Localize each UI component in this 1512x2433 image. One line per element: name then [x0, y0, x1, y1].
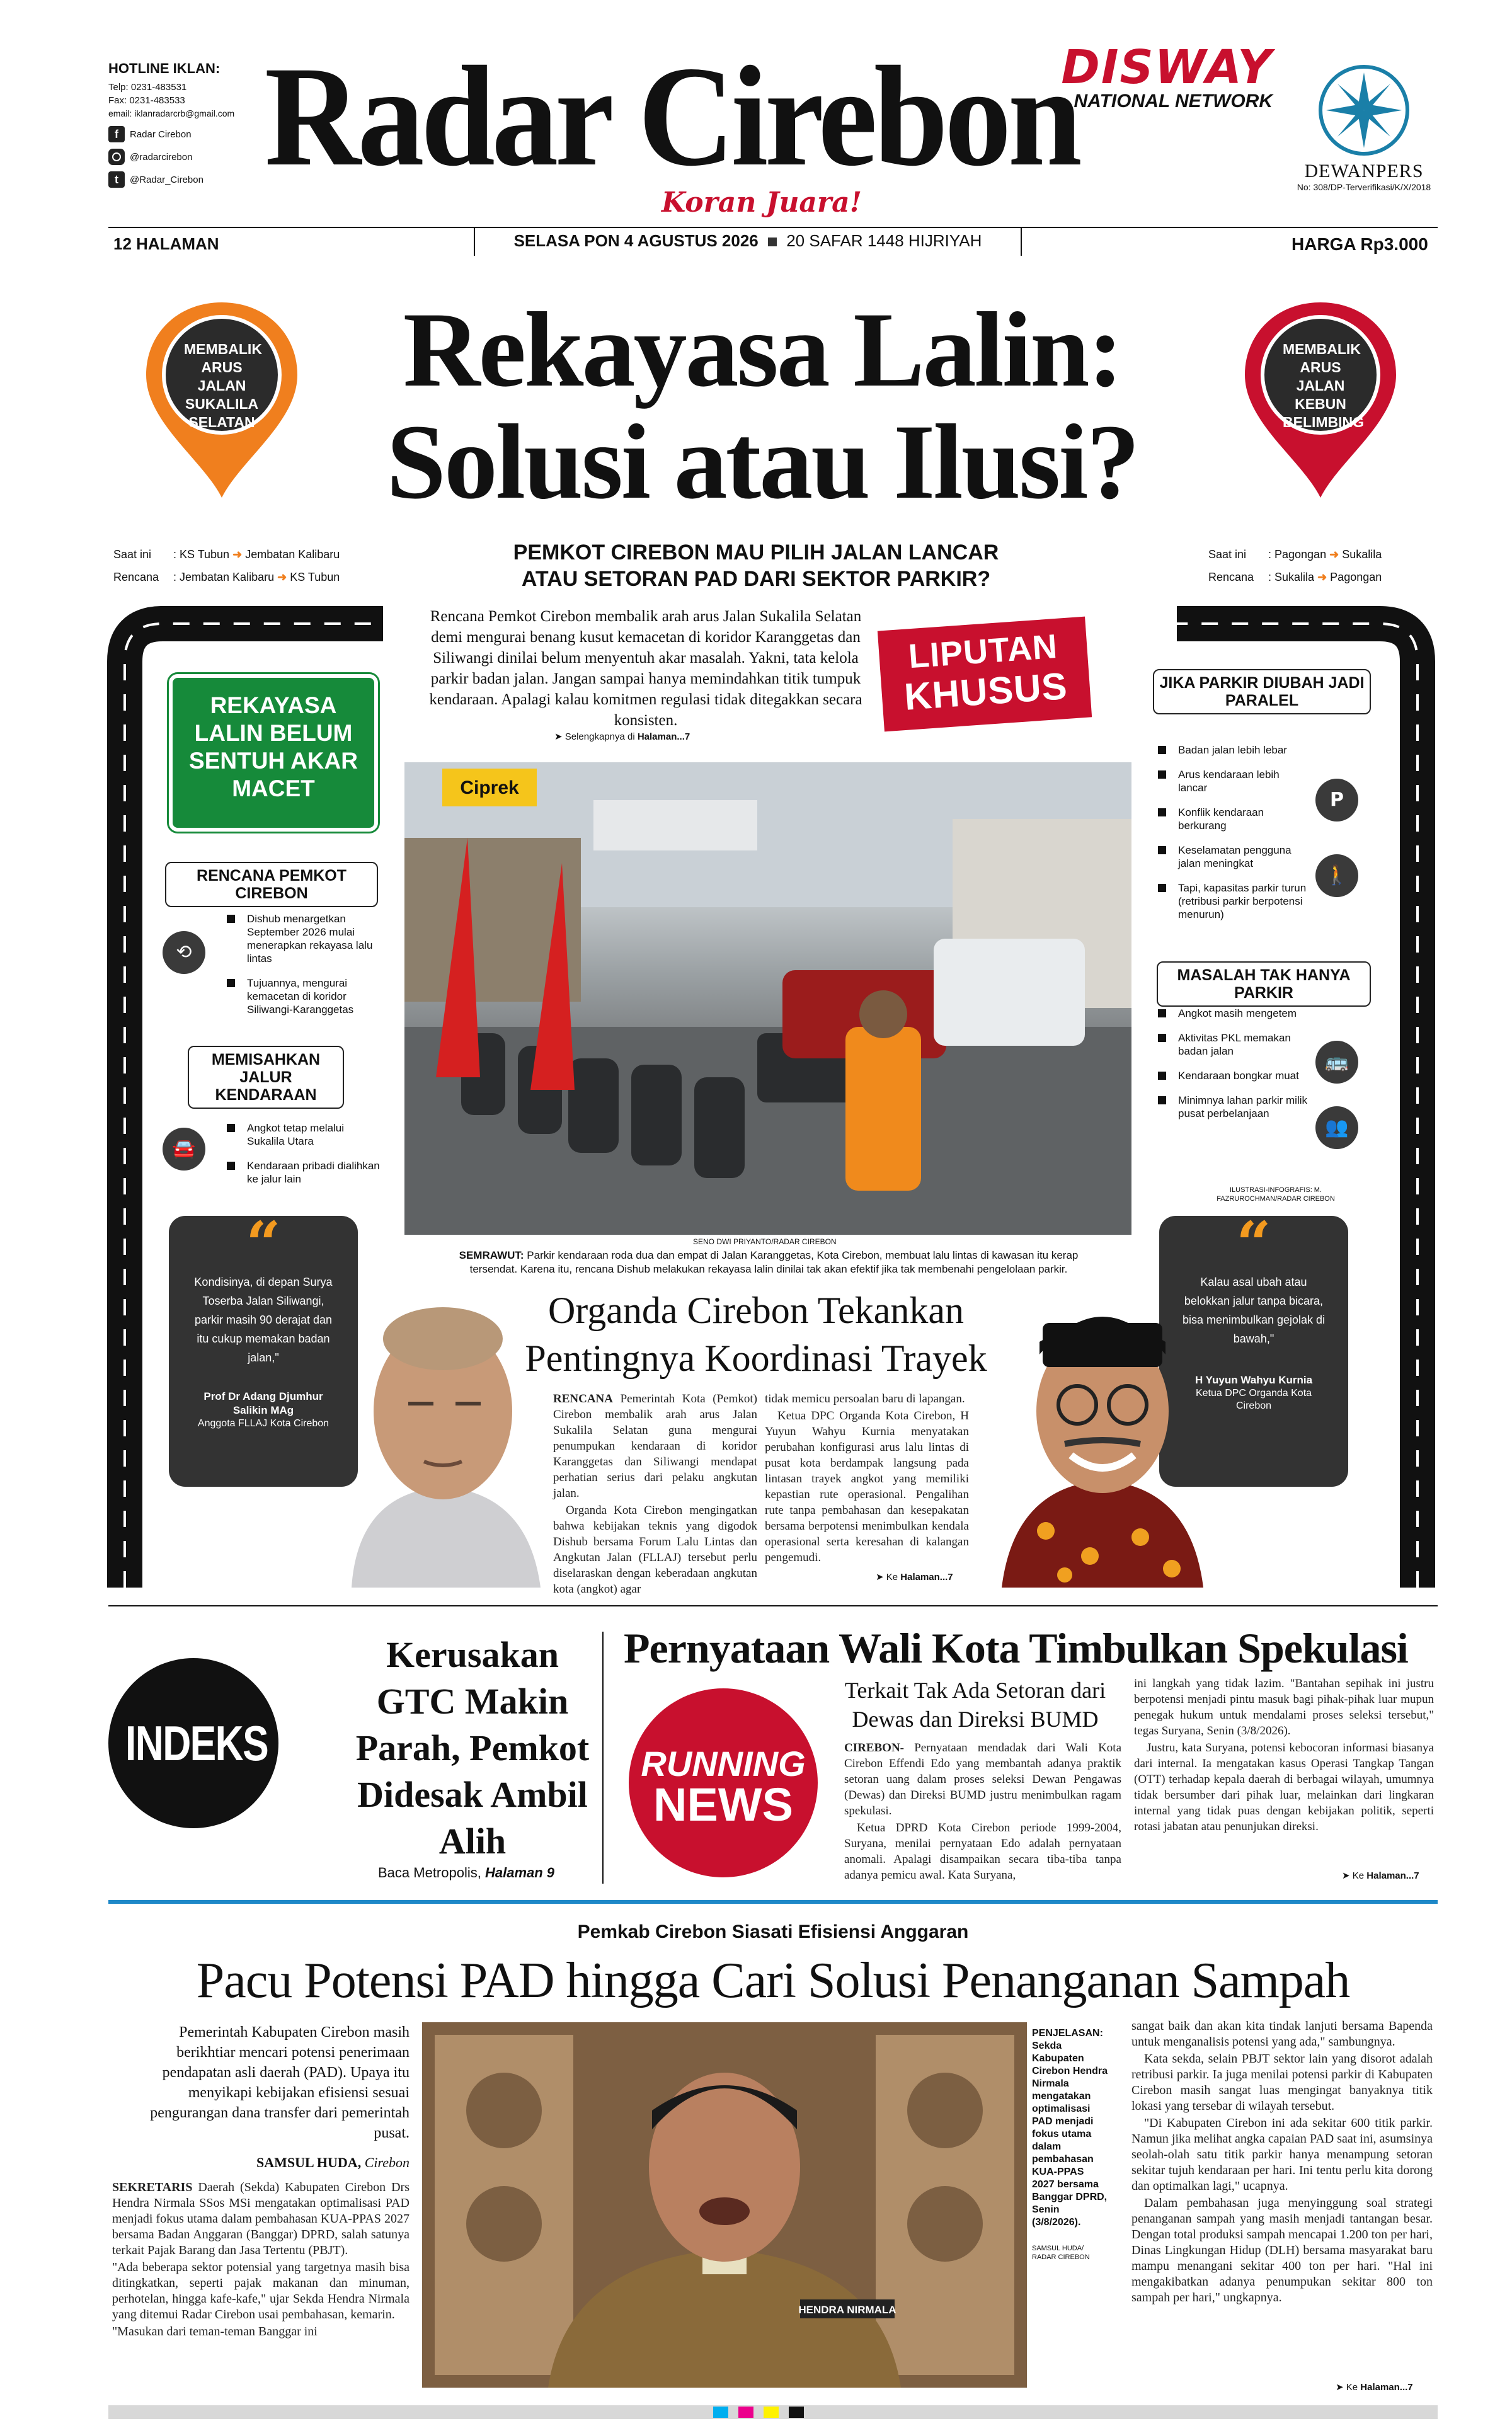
sampah-caption-lead: PENJELASAN:: [1032, 2028, 1103, 2039]
hotline-telp: Telp: 0231-483531: [108, 82, 187, 93]
price: HARGA Rp3.000: [1292, 234, 1428, 254]
green-road-sign: [169, 674, 378, 832]
lead-paragraph: Rencana Pemkot Cirebon membalik arah arus Jalan Sukalila Selatan demi mengurai benang kusut kemacetan di koridor Karanggetas dan Siliwangi dinilai belum menyentuh akar masalah. Yakni, tata kelola parkir badan jalan. Jangan sampai hanya memindahkan titik tumpuk kendaraan. Apalagi kalau komitmen regulasi tidak ditegakkan secara konsisten.: [429, 608, 862, 729]
photo-caption: [435, 1249, 1102, 1276]
route-right-now-label: Saat ini: [1208, 548, 1247, 561]
quote-left-role: Anggota FLLAJ Kota Cirebon: [197, 1418, 329, 1429]
indeks-more-page: Halaman 9: [484, 1865, 555, 1881]
paralel-item: Tapi, kapasitas parkir turun (retribusi parkir berpotensi menurun): [1158, 881, 1309, 921]
infographic-credit: ILUSTRASI-INFOGRAFIS: M. FAZRUROCHMAN/RADAR CIREBON: [1217, 1186, 1335, 1203]
running-col2b-text: Justru, kata Suryana, potensi kebocoran informasi biasanya dari internal. Ia mengatakan kasus Operasi Tangkap Tangan (OTT) terhadap kepala daerah di berbagai wilayah, umumnya tidak bersumber dari pihak luar, melainkan dari lingkaran internal yang tidak puas dengan kebijakan politik, seperti rotasi jabatan atau penunjukan direksi.: [1134, 1741, 1434, 1833]
organda-title-2: Pentingnya Koordinasi Trayek: [525, 1337, 987, 1379]
masalah-title: MASALAH TAK HANYA PARKIR: [1157, 961, 1371, 1007]
route-left-plan: : Jembatan Kalibaru: [173, 571, 275, 583]
running-col2-text: ini langkah yang tidak lazim. "Bantahan sepihak ini justru berpotensi menjadi pintu masuk bagi pihak-pihak luar mupun penegak hukum untuk mendalami proses seleksi tersebut," tegas Suryana, Senin (3/8/2026).: [1134, 1677, 1434, 1737]
page-count: 12 HALAMAN: [113, 234, 219, 253]
running-more-text: Ke: [1352, 1870, 1365, 1881]
arrow-right-icon: ➤: [1342, 1870, 1350, 1881]
sampah-more[interactable]: [1336, 2381, 1413, 2393]
pedestrian-icon: 🚶: [1315, 854, 1358, 897]
instagram-icon: [108, 149, 125, 165]
running-news-badge[interactable]: [629, 1688, 818, 1877]
route-left-now: : KS Tubun: [173, 548, 230, 561]
sampah-title[interactable]: Pacu Potensi PAD hingga Cari Solusi Penanganan Sampah: [196, 1953, 1350, 2008]
paralel-item: Keselamatan pengguna jalan meningkat: [1158, 844, 1309, 870]
liputan-khusus-badge: [878, 617, 1092, 732]
arrow-right-icon: ➤: [554, 731, 563, 742]
twitter-icon: t: [108, 171, 125, 188]
organda-col1-text: Pemerintah Kota (Pemkot) Cirebon membalik arah arus Jalan Sukalila Selatan guna mengurai penumpukan kendaraan di koridor Karanggetas dan Siliwangi mendapat perhatian serius dari pelaku angkutan jalan.: [553, 1392, 757, 1500]
pin-right-text: MEMBALIK ARUS JALAN KEBUN BELIMBING: [1283, 341, 1365, 430]
sampah-col-3: [1131, 2018, 1433, 2307]
pin-left-text: MEMBALIK ARUS JALAN SUKALILA SELATAN: [184, 341, 262, 430]
pisah-list: [227, 1121, 384, 1197]
photo-credit: SENO DWI PRIYANTO/RADAR CIREBON: [693, 1237, 837, 1246]
masalah-item: Kendaraan bongkar muat: [1158, 1069, 1309, 1082]
running-title[interactable]: Pernyataan Wali Kota Timbulkan Spekulasi: [624, 1624, 1408, 1672]
running-col-1: [844, 1740, 1121, 1884]
organda-col2-text: tidak memicu persoalan baru di lapangan.: [765, 1392, 965, 1405]
u-turn-icon: ⟲: [163, 931, 205, 974]
indeks-title[interactable]: Kerusakan GTC Makin Parah, Pemkot Didesak Ambil Alih: [355, 1634, 590, 1862]
color-registration-bar: [108, 2405, 1438, 2419]
sampah-byline-name: SAMSUL HUDA,: [256, 2155, 362, 2170]
shop-sign-text: Ciprek: [460, 777, 519, 798]
indeks-divider: [602, 1632, 604, 1884]
issue-date-bar: [474, 228, 1022, 256]
hijri-date: 20 SAFAR 1448 HIJRIYAH: [786, 231, 982, 250]
sampah-more-page: Halaman...7: [1360, 2382, 1413, 2393]
organda-col1b-text: Organda Kota Cirebon mengingatkan bahwa kebijakan teknis yang digodok Dishub bersama Forum Lalu Lintas dan Angkutan Jalan (FLLAJ) tersebut perlu diselaraskan dengan keberadaan angkutan kota (angkot) agar: [553, 1504, 757, 1596]
arrow-right-icon: ➤: [876, 1572, 884, 1583]
organda-col2b-text: Ketua DPC Organda Kota Cirebon, H Yuyun Wahyu Kurnia menyatakan perubahan konfigurasi arus lalu lintas di pusat kota berdampak langsung pada lintasan trayek angkot yang memiliki kepastian rute operasional. Pengalihan rute tanpa pembahasan dan kesepakatan bersama berpotensi menimbulkan kendala operasional serta keresahan di kalangan pengemudi.: [765, 1409, 969, 1564]
rencana-item: Dishub menargetkan September 2026 mulai menerapkan rekayasa lalu lintas: [227, 912, 384, 965]
sampah-byline: [145, 2155, 410, 2171]
pin-right: [1239, 296, 1402, 504]
disway-logo: [1046, 40, 1273, 112]
facebook-handle: Radar Cirebon: [130, 129, 192, 140]
quote-mark-icon: “: [246, 1208, 281, 1279]
dewan-pers-logo: [1292, 63, 1436, 192]
name-tag-text: HENDRA NIRMALA: [798, 2304, 896, 2316]
pisah-item: Kendaraan pribadi dialihkan ke jalur lain: [227, 1159, 384, 1186]
quote-right-name: H Yuyun Wahyu Kurnia: [1194, 1374, 1313, 1386]
sampah-col3d-text: Dalam pembahasan juga menyinggung soal strategi penanganan sampah yang masih menjadi tantangan besar. Dengan total produksi sampah mencapai 1.200 ton per hari, Dinas Lingkungan Hidup (DLH) bersama masyarakat baru mampu menangani sekitar 400 ton per hari. "Hal ini mengakibatkan adanya penumpukan sekitar 800 ton sampah per hari," ungkapnya.: [1131, 2196, 1433, 2304]
main-headline-line1: Rekayasa Lalin:: [403, 290, 1122, 409]
running-subtitle: Terkait Tak Ada Setoran dari Dewas dan Direksi BUMD: [844, 1678, 1106, 1732]
facebook-icon: f: [108, 126, 125, 142]
street-photo: [404, 762, 1131, 1235]
paralel-item: Badan jalan lebih lebar: [1158, 743, 1309, 757]
sampah-col-1: [112, 2180, 410, 2341]
running-more-page: Halaman...7: [1366, 1870, 1419, 1881]
quote-mark-icon: “: [1236, 1208, 1271, 1279]
dewan-pers-number: No: 308/DP-Terverifikasi/K/X/2018: [1297, 182, 1431, 192]
section-divider: [108, 1900, 1438, 1904]
organda-title-1: Organda Cirebon Tekankan: [547, 1290, 965, 1331]
route-left: [113, 543, 365, 588]
indeks-label: INDEKS: [125, 1715, 268, 1771]
khusus-label: KHUSUS: [903, 664, 1069, 718]
lead-more-text: Selengkapnya di: [564, 731, 635, 742]
arrow-right-icon: ➜: [1329, 548, 1339, 561]
route-left-plan-to: KS Tubun: [290, 571, 340, 583]
pin-left: [140, 296, 304, 504]
news-label: NEWS: [653, 1778, 793, 1831]
sekda-illustration: [422, 2022, 1027, 2388]
sampah-caption: [1032, 2027, 1108, 2262]
indeks-more[interactable]: [378, 1865, 554, 1881]
quote-left-name: Prof Dr Adang Djumhur Salikin MAg: [203, 1390, 323, 1416]
hotline-fax: Fax: 0231-483533: [108, 95, 185, 106]
indeks-more-text: Baca Metropolis,: [378, 1865, 481, 1881]
twitter-handle: @Radar_Cirebon: [130, 174, 203, 185]
route-right-now: : Pagongan: [1268, 548, 1327, 561]
quote-left: [169, 1208, 358, 1487]
running-col1b-text: Ketua DPRD Kota Cirebon periode 1999-2004, Suryana, menilai pernyataan Edo adalah pernyataan anomali. Apalagi disampaikan secara tiba-tiba tanpa adanya pemicu awal. Kata Suryana,: [844, 1821, 1121, 1882]
sekda-photo: [422, 2022, 1027, 2388]
route-left-plan-label: Rencana: [113, 571, 159, 583]
sampah-lead-word: SEKRETARIS: [112, 2180, 193, 2194]
car-icon: 🚘: [163, 1128, 205, 1171]
masalah-item: Angkot masih mengetem: [1158, 1007, 1309, 1020]
crowd-icon: 👥: [1315, 1106, 1358, 1149]
running-col1-text: Pernyataan mendadak dari Wali Kota Cirebon Effendi Edo yang membantah adanya praktik setoran uang dalam proses seleksi Dewan Pengawas (Dewas) dan Direksi BUMD justru menimbulkan ragam spekulasi.: [844, 1741, 1122, 1818]
street-scene-illustration: [404, 762, 1131, 1235]
paralel-list: [1158, 743, 1309, 932]
sampah-col3c-text: "Di Kabupaten Cirebon ini ada sekitar 600 titik parkir. Namun jika melihat angka capaian PAD saat ini, asumsinya seolah-olah satu titik parkir hanya menampung setoran sekitar tujuh kendaraan per hari. Ini tentu perlu kita dorong dan optimalkan lagi," ucapnya.: [1131, 2116, 1433, 2193]
running-lead: CIREBON-: [844, 1741, 905, 1755]
organda-col-2: [765, 1391, 969, 1567]
rencana-item: Tujuannya, mengurai kemacetan di koridor Siliwangi-Karanggetas: [227, 976, 384, 1016]
bus-icon: 🚌: [1315, 1041, 1358, 1084]
disway-name: DISWAY: [1061, 40, 1273, 94]
arrow-right-icon: ➜: [1317, 571, 1327, 583]
date-separator: [768, 238, 777, 246]
parking-icon: P: [1315, 779, 1358, 821]
lead-more-page: Halaman...7: [637, 731, 690, 742]
running-col-2: [1134, 1676, 1434, 1836]
disway-sub: NATIONAL NETWORK: [1074, 91, 1273, 112]
sampah-caption-text: Sekda Kabupaten Cirebon Hendra Nirmala mengatakan optimalisasi PAD menjadi fokus utama dalam pembahasan KUA-PPAS 2027 bersama Banggar DPRD, Senin (3/8/2026).: [1032, 2041, 1108, 2228]
route-right: [1208, 543, 1423, 588]
organda-more-text: Ke: [886, 1572, 898, 1583]
sampah-more-text: Ke: [1346, 2382, 1358, 2393]
rencana-list: [227, 912, 384, 1028]
lead-more[interactable]: [554, 731, 690, 742]
pisah-title: MEMISAHKAN JALUR KENDARAAN: [188, 1046, 344, 1109]
masalah-list: [1158, 1007, 1309, 1131]
photo-caption-lead: SEMRAWUT:: [459, 1249, 524, 1261]
hotline-title: HOTLINE IKLAN:: [108, 60, 220, 76]
sampah-kicker: Pemkab Cirebon Siasati Efisiensi Anggaran: [577, 1921, 969, 1942]
organda-more[interactable]: [876, 1571, 953, 1583]
sampah-lead: Pemerintah Kabupaten Cirebon masih berikhtiar mencari potensi penerimaan pendapatan asli daerah (PAD). Upaya itu menyikapi kebijakan efisiensi sesuai pengurangan dana transfer dari pemerintah pusat.: [150, 2024, 410, 2141]
route-left-now-label: Saat ini: [113, 548, 152, 561]
masthead-tagline: Koran Juara!: [662, 186, 862, 219]
green-road-sign-text: REKAYASA LALIN BELUM SENTUH AKAR MACET: [189, 692, 358, 801]
arrow-right-icon: ➜: [232, 548, 243, 561]
running-label: RUNNING: [641, 1744, 806, 1783]
sampah-photo-credit: SAMSUL HUDA/ RADAR CIREBON: [1032, 2245, 1090, 2261]
masalah-item: Minimnya lahan parkir milik pusat perbelanjaan: [1158, 1094, 1309, 1120]
running-more[interactable]: [1342, 1870, 1419, 1881]
quote-right-role: Ketua DPC Organda Kota Cirebon: [1195, 1388, 1312, 1411]
liputan-label: LIPUTAN: [907, 627, 1059, 676]
person-right-photo: [995, 1279, 1210, 1588]
masthead-title: Radar Cirebon: [265, 37, 1079, 196]
headline-sub-1: PEMKOT CIREBON MAU PILIH JALAN LANCAR: [513, 541, 999, 564]
indeks-badge[interactable]: [108, 1658, 278, 1828]
rencana-title: RENCANA PEMKOT CIREBON: [165, 862, 378, 907]
dewan-pers-emblem-icon: [1317, 63, 1411, 157]
masalah-item: Aktivitas PKL memakan badan jalan: [1158, 1031, 1309, 1058]
route-left-now-to: Jembatan Kalibaru: [245, 548, 340, 561]
headline-sub-2: ATAU SETORAN PAD DARI SEKTOR PARKIR?: [521, 567, 991, 591]
paralel-item: Arus kendaraan lebih lancar: [1158, 768, 1309, 794]
organda-more-page: Halaman...7: [900, 1572, 953, 1583]
sampah-col3-text: sangat baik dan akan kita tindak lanjuti bersama Bapenda untuk menganalisis potensi yang ada," sambungnya.: [1131, 2019, 1433, 2049]
sampah-byline-city: Cirebon: [364, 2155, 410, 2170]
sampah-col3b-text: Kata sekda, selain PBJT sektor lain yang disorot adalah retribusi parkir. Ia juga menilai potensi parkir di Kabupaten Cirebon masih sangat luas mengingat banyaknya titik lokasi yang tersebar di wilayah tersebut.: [1131, 2052, 1433, 2113]
paralel-item: Konflik kendaraan berkurang: [1158, 806, 1309, 832]
sampah-col1b-text: "Ada beberapa sektor potensial yang targetnya masih bisa ditingkatkan, seperti pajak makanan dan minuman, perhotelan, hingga kafe-kafe," ujar Sekda Hendra Nirmala yang ditemui Radar Cirebon usai pembahasan, kemarin.: [112, 2260, 410, 2321]
hotline-email: email: iklanradarcrb@gmail.com: [108, 108, 235, 118]
dewan-pers-label: DEWANPERS: [1304, 161, 1424, 181]
pisah-item: Angkot tetap melalui Sukalila Utara: [227, 1121, 384, 1148]
instagram-handle: @radarcirebon: [130, 151, 193, 163]
arrow-right-icon: ➜: [277, 571, 287, 583]
paralel-title: JIKA PARKIR DIUBAH JADI PARALEL: [1153, 669, 1371, 714]
person-right-illustration: [995, 1279, 1210, 1588]
route-right-now-to: Sukalila: [1342, 548, 1382, 561]
organda-col-1: [553, 1391, 757, 1598]
organda-lead: RENCANA: [553, 1392, 613, 1405]
issue-date: SELASA PON 4 AGUSTUS 2026: [513, 231, 759, 250]
route-right-plan-to: Pagongan: [1330, 571, 1382, 583]
sampah-col1c-text: "Masukan dari teman-teman Banggar ini: [112, 2325, 318, 2339]
route-right-plan-label: Rencana: [1208, 571, 1254, 583]
arrow-right-icon: ➤: [1336, 2382, 1344, 2393]
photo-caption-text: Parkir kendaraan roda dua dan empat di Jalan Karanggetas, Kota Cirebon, membuat lalu lintas di kawasan itu kerap tersendat. Karena itu, rencana Dishub melakukan rekayasa lalin dinilai tak akan efektif jika tak membenahi pengelolaan parkir.: [469, 1249, 1079, 1275]
main-headline-line2: Solusi atau Ilusi?: [386, 403, 1138, 521]
route-right-plan: : Sukalila: [1268, 571, 1315, 583]
quote-right-text: Kalau asal ubah atau belokkan jalur tanpa bicara, bisa menimbulkan gejolak di bawah,": [1182, 1276, 1326, 1345]
quote-left-text: Kondisinya, di depan Surya Toserba Jalan Siliwangi, parkir masih 90 derajat dan itu cukup memakan badan jalan,": [194, 1276, 333, 1364]
sampah-col1-text: Daerah (Sekda) Kabupaten Cirebon Drs Hendra Nirmala SSos MSi mengatakan optimalisasi PAD menjadi fokus utama dalam pembahasan KUA-PPAS 2027 bersama Badan Anggaran (Banggar) DPRD, salah satunya terkait Pajak Barang dan Jasa Tertentu (PBJT).: [112, 2180, 410, 2257]
